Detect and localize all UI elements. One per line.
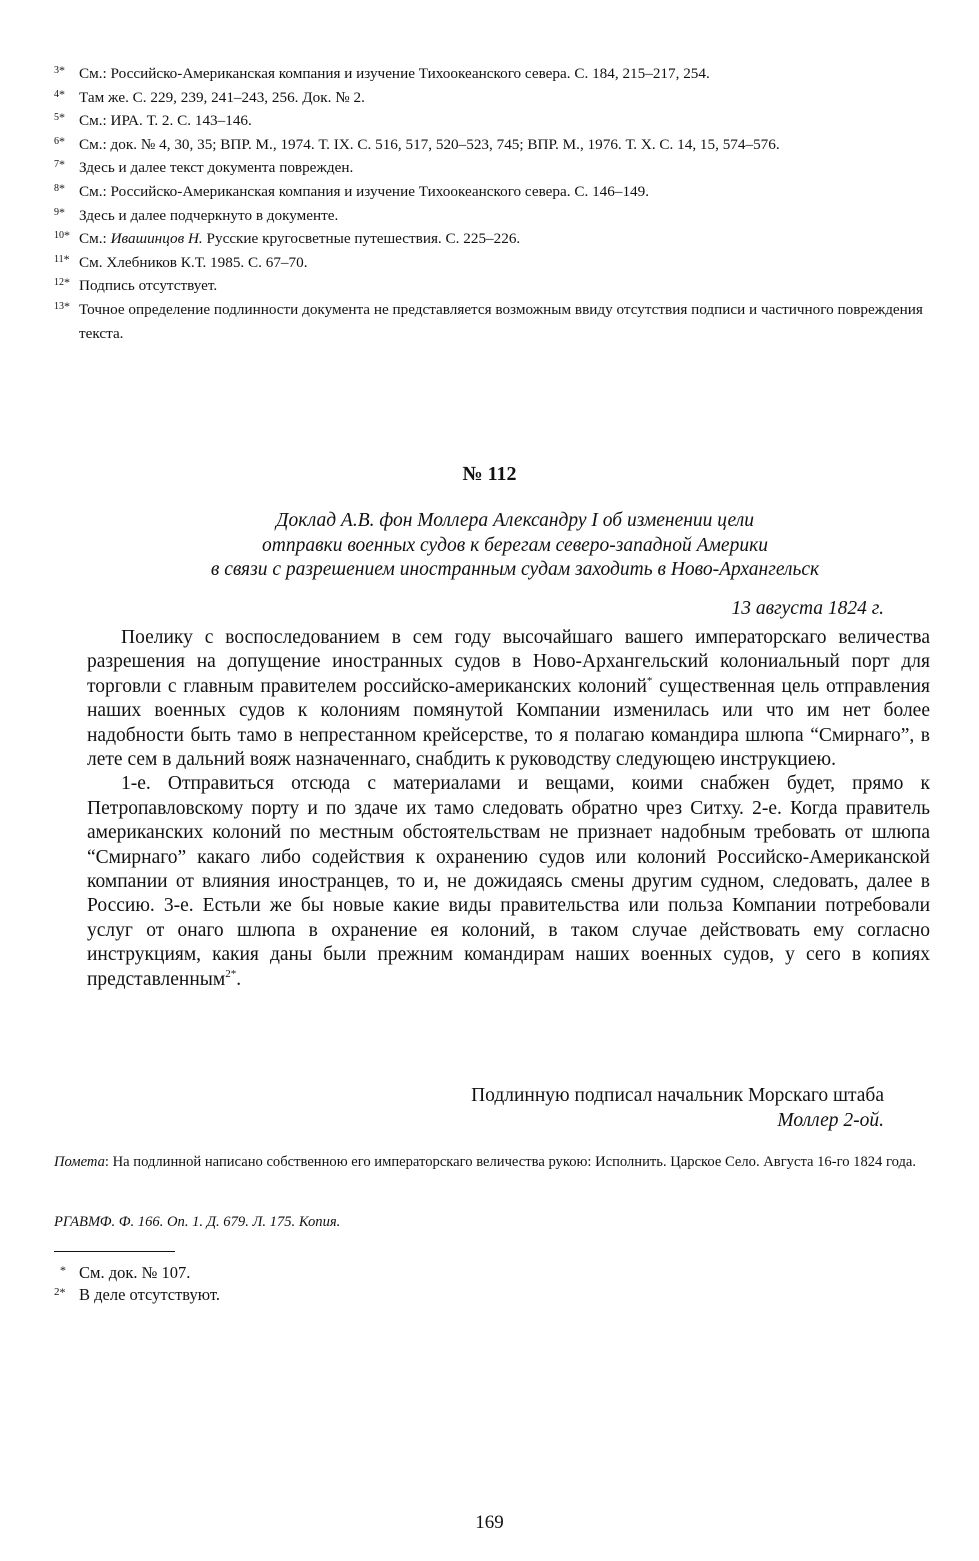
footnote-13 <box>54 298 926 345</box>
remark-label: Помета <box>54 1154 105 1170</box>
footnote-text: Здесь и далее текст документа поврежден. <box>79 159 354 177</box>
body-paragraph: 1-е. Отправиться отсюда с материалами и вещами, коими снабжен будет, прямо к Петропавловскому порту и по здаче их тамо следовать обратно чрез Ситху. 2-е. Когда правитель американских колоний по местным обстоятельствам не признает надобным требовать от шлюпа “Смирнаго” какаго либо содействия к охранению судов или колоний Российско-Американской компании от влияния иностранцев, то и, не дожидаясь смены другим судном, следовать, далее в Россию. 3-е. Естьли же бы новые какие виды правительства или польза Компании потребовали услуг от онаго шлюпа в охранение ея колоний, в таком случае действовать ему согласно инструкциям, какия даны были прежним командирам наших военных судов, у сего в копиях представленным$^{2*}$. <box>87 773 930 990</box>
signed-line: Подлинную подписал начальник Морскаго штаба <box>471 1085 884 1106</box>
footnote-9 <box>54 204 926 228</box>
footnote-text: См. док. № 107. <box>79 1263 191 1282</box>
document-body <box>87 626 930 992</box>
footnote-2 <box>54 1284 220 1306</box>
body-paragraph: Поелику с воспоследованием в сем году высочайшаго вашего императорскаго величества разрешения на допущение иностранных судов в Ново-Архангельский колониальный порт для торговли с главным правителем российско-американских колоний* существенная цель отправления наших военных судов к колониям помянутой Компании изменилась или что им нет более надобности быть тамо в непрестанном крейсерстве, то я полагаю командира шлюпа “Смирнаго”, в лете сем в дальний вояж назначеннаго, снабдить к руководству следующею инструкциею. <box>87 627 930 771</box>
document-number: № 112 <box>462 463 517 485</box>
footnote-text: См.: Российско-Американская компания и изучение Тихоокеанского севера. С. 146–149. <box>79 182 650 200</box>
footnote-12 <box>54 274 926 298</box>
footnote-text: См.: док. № 4, 30, 35; ВПР. М., 1974. Т. IX. С. 516, 517, 520–523, 745; ВПР. М., 1976. Т. X. С. 14, 15, 574–576. <box>79 135 780 153</box>
footnote-5 <box>54 109 926 133</box>
footnote-mark: 11* <box>54 251 70 266</box>
page-number: 169 <box>475 1512 504 1533</box>
title-line: Доклад А.В. фон Моллера Александру I об изменении цели <box>276 510 754 531</box>
footnote-text: Подпись отсутствует. <box>79 277 218 295</box>
footnote-divider <box>54 1251 175 1252</box>
footnote-text: Точное определение подлинности документа не представляется возможным ввиду отсутствия подписи и частичного повреждения текста. <box>79 300 923 342</box>
signer-name: Моллер 2-ой. <box>777 1109 884 1131</box>
footnote-author: Ивашинцов Н. <box>110 230 203 248</box>
footnote-mark: 13* <box>54 298 70 313</box>
footnote-mark: 12* <box>54 275 70 290</box>
footnote-text: См.: ИРА. Т. 2. С. 143–146. <box>79 112 252 130</box>
footnote-1 <box>54 1262 220 1284</box>
footnote-mark: 8* <box>54 180 65 195</box>
remark-note <box>54 1151 932 1174</box>
footnote-text: См.: Российско-Американская компания и изучение Тихоокеанского севера. С. 184, 215–217, 254. <box>79 65 710 82</box>
footnote-mark: 3* <box>54 63 65 77</box>
remark-text: : На подлинной написано собственною его императорскаго величества рукою: Исполнить. Царское Село. Августа 16-го 1824 года. <box>104 1154 917 1170</box>
signature-block <box>471 1084 884 1133</box>
footnote-4 <box>54 86 926 110</box>
footnote-mark: 9* <box>54 204 65 219</box>
footnote-mark: * <box>60 1263 66 1277</box>
title-line: в связи с разрешением иностранным судам заходить в Ново-Архангельск <box>210 559 820 580</box>
document-title <box>100 509 930 583</box>
title-line: отправки военных судов к берегам северо-западной Америки <box>262 534 768 556</box>
footnote-mark: 2* <box>54 1285 66 1299</box>
footnote-3 <box>54 62 926 86</box>
footnote-text: Там же. С. 229, 239, 241–243, 256. Док. № 2. <box>79 88 365 106</box>
footnote-mark: 7* <box>54 157 65 172</box>
footnote-mark: 6* <box>54 133 65 148</box>
footnote-mark: 5* <box>54 110 65 125</box>
footnote-text: Русские кругосветные путешествия. С. 225–226. <box>202 230 521 248</box>
footnote-ref: * <box>646 674 653 687</box>
footnote-text: В деле отсутствуют. <box>79 1285 220 1304</box>
footnote-10 <box>54 227 926 251</box>
footnote-text: Здесь и далее подчеркнуто в документе. <box>79 206 339 224</box>
footnote-7 <box>54 156 926 180</box>
document-date: 13 августа 1824 г. <box>731 598 884 619</box>
footnote-ref: 2* <box>225 967 237 980</box>
footnote-8 <box>54 180 926 204</box>
footnote-6 <box>54 133 926 157</box>
footnote-prefix: См.: <box>79 230 111 248</box>
footnote-mark: 4* <box>54 86 65 101</box>
footnote-text: См. Хлебников К.Т. 1985. С. 67–70. <box>79 253 308 271</box>
footnote-mark: 10* <box>54 228 70 243</box>
footnote-11 <box>54 251 926 275</box>
top-footnotes <box>54 62 926 345</box>
bottom-footnotes <box>54 1262 220 1306</box>
archive-reference: РГАВМФ. Ф. 166. Оп. 1. Д. 679. Л. 175. Копия. <box>54 1214 341 1230</box>
